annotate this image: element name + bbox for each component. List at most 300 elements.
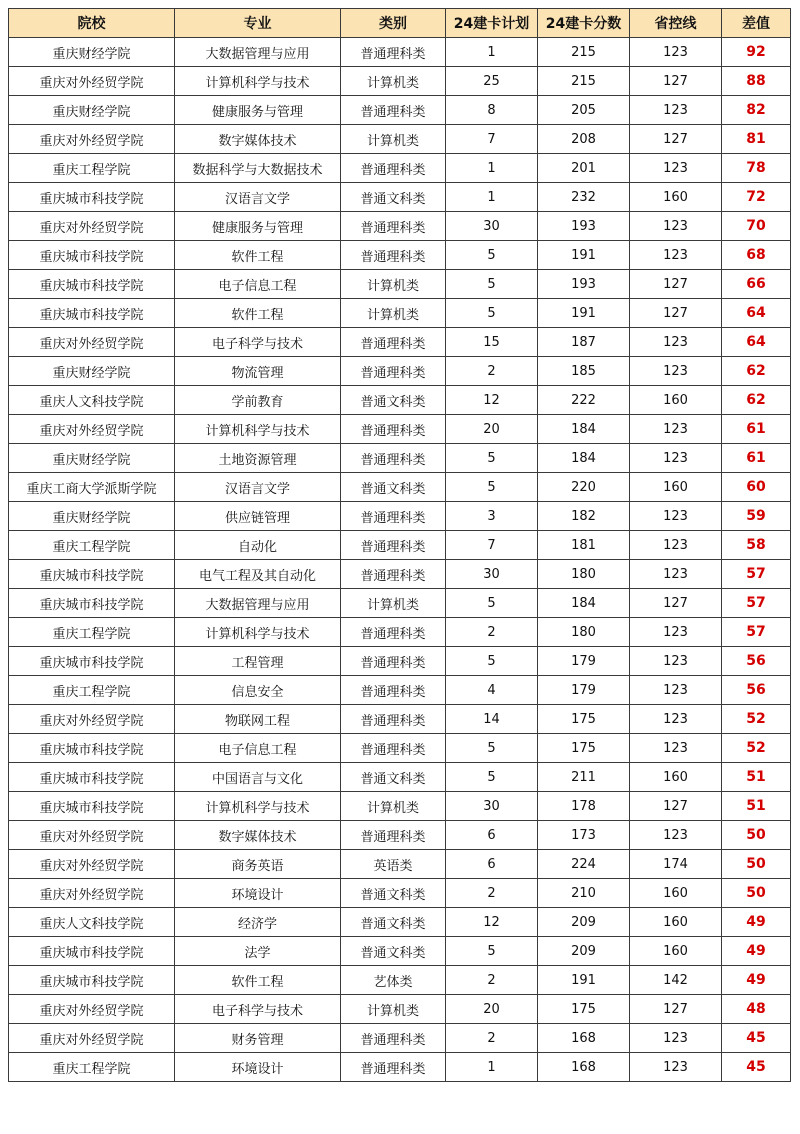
cell-score: 175 bbox=[538, 734, 630, 763]
cell-school: 重庆工程学院 bbox=[9, 531, 175, 560]
cell-plan: 30 bbox=[446, 560, 538, 589]
cell-control-line: 123 bbox=[630, 444, 722, 473]
cell-control-line: 123 bbox=[630, 96, 722, 125]
cell-category: 计算机类 bbox=[341, 995, 446, 1024]
cell-difference: 62 bbox=[722, 386, 791, 415]
cell-category: 普通理科类 bbox=[341, 357, 446, 386]
cell-school: 重庆对外经贸学院 bbox=[9, 995, 175, 1024]
cell-plan: 2 bbox=[446, 618, 538, 647]
cell-major: 商务英语 bbox=[175, 850, 341, 879]
cell-category: 普通理科类 bbox=[341, 1024, 446, 1053]
cell-difference: 48 bbox=[722, 995, 791, 1024]
cell-major: 软件工程 bbox=[175, 299, 341, 328]
cell-plan: 1 bbox=[446, 38, 538, 67]
table-row bbox=[9, 270, 791, 299]
header-major: 专业 bbox=[175, 9, 341, 38]
cell-school: 重庆城市科技学院 bbox=[9, 792, 175, 821]
cell-difference: 49 bbox=[722, 908, 791, 937]
cell-score: 178 bbox=[538, 792, 630, 821]
cell-control-line: 123 bbox=[630, 531, 722, 560]
cell-difference: 49 bbox=[722, 966, 791, 995]
table-row bbox=[9, 908, 791, 937]
cell-score: 232 bbox=[538, 183, 630, 212]
cell-plan: 7 bbox=[446, 125, 538, 154]
table-row bbox=[9, 676, 791, 705]
cell-school: 重庆工程学院 bbox=[9, 618, 175, 647]
table-row bbox=[9, 879, 791, 908]
cell-school: 重庆财经学院 bbox=[9, 96, 175, 125]
cell-difference: 78 bbox=[722, 154, 791, 183]
cell-score: 175 bbox=[538, 705, 630, 734]
cell-major: 法学 bbox=[175, 937, 341, 966]
cell-plan: 20 bbox=[446, 415, 538, 444]
cell-school: 重庆城市科技学院 bbox=[9, 270, 175, 299]
cell-control-line: 127 bbox=[630, 67, 722, 96]
cell-school: 重庆人文科技学院 bbox=[9, 386, 175, 415]
cell-school: 重庆财经学院 bbox=[9, 38, 175, 67]
cell-score: 180 bbox=[538, 618, 630, 647]
cell-difference: 56 bbox=[722, 647, 791, 676]
header-row bbox=[9, 9, 791, 38]
cell-plan: 12 bbox=[446, 908, 538, 937]
cell-score: 184 bbox=[538, 444, 630, 473]
cell-plan: 8 bbox=[446, 96, 538, 125]
cell-score: 191 bbox=[538, 299, 630, 328]
table-row bbox=[9, 792, 791, 821]
cell-school: 重庆城市科技学院 bbox=[9, 589, 175, 618]
table-row bbox=[9, 937, 791, 966]
cell-difference: 66 bbox=[722, 270, 791, 299]
cell-score: 211 bbox=[538, 763, 630, 792]
cell-control-line: 123 bbox=[630, 38, 722, 67]
cell-score: 175 bbox=[538, 995, 630, 1024]
cell-major: 数据科学与大数据技术 bbox=[175, 154, 341, 183]
table-body bbox=[9, 38, 791, 1082]
cell-control-line: 123 bbox=[630, 502, 722, 531]
table-row bbox=[9, 618, 791, 647]
cell-major: 工程管理 bbox=[175, 647, 341, 676]
cell-school: 重庆对外经贸学院 bbox=[9, 415, 175, 444]
cell-school: 重庆对外经贸学院 bbox=[9, 705, 175, 734]
cell-major: 汉语言文学 bbox=[175, 473, 341, 502]
cell-control-line: 142 bbox=[630, 966, 722, 995]
cell-major: 汉语言文学 bbox=[175, 183, 341, 212]
cell-school: 重庆财经学院 bbox=[9, 357, 175, 386]
cell-major: 大数据管理与应用 bbox=[175, 38, 341, 67]
cell-major: 大数据管理与应用 bbox=[175, 589, 341, 618]
cell-control-line: 127 bbox=[630, 792, 722, 821]
cell-major: 环境设计 bbox=[175, 879, 341, 908]
cell-control-line: 123 bbox=[630, 618, 722, 647]
cell-control-line: 123 bbox=[630, 1053, 722, 1082]
cell-score: 201 bbox=[538, 154, 630, 183]
cell-difference: 56 bbox=[722, 676, 791, 705]
cell-category: 普通理科类 bbox=[341, 38, 446, 67]
cell-major: 软件工程 bbox=[175, 241, 341, 270]
cell-score: 191 bbox=[538, 966, 630, 995]
cell-score: 193 bbox=[538, 270, 630, 299]
cell-difference: 50 bbox=[722, 879, 791, 908]
cell-score: 224 bbox=[538, 850, 630, 879]
cell-category: 计算机类 bbox=[341, 125, 446, 154]
cell-score: 209 bbox=[538, 937, 630, 966]
cell-difference: 64 bbox=[722, 328, 791, 357]
cell-major: 土地资源管理 bbox=[175, 444, 341, 473]
cell-category: 艺体类 bbox=[341, 966, 446, 995]
cell-category: 普通理科类 bbox=[341, 1053, 446, 1082]
cell-difference: 45 bbox=[722, 1053, 791, 1082]
cell-category: 普通文科类 bbox=[341, 473, 446, 502]
table-row bbox=[9, 995, 791, 1024]
cell-control-line: 160 bbox=[630, 908, 722, 937]
cell-major: 健康服务与管理 bbox=[175, 212, 341, 241]
table-row bbox=[9, 67, 791, 96]
cell-category: 普通文科类 bbox=[341, 879, 446, 908]
cell-score: 222 bbox=[538, 386, 630, 415]
cell-control-line: 123 bbox=[630, 734, 722, 763]
cell-control-line: 123 bbox=[630, 1024, 722, 1053]
cell-plan: 5 bbox=[446, 473, 538, 502]
cell-score: 168 bbox=[538, 1053, 630, 1082]
cell-score: 187 bbox=[538, 328, 630, 357]
cell-category: 普通理科类 bbox=[341, 96, 446, 125]
cell-score: 181 bbox=[538, 531, 630, 560]
header-score: 24建卡分数 bbox=[538, 9, 630, 38]
cell-category: 普通理科类 bbox=[341, 212, 446, 241]
cell-school: 重庆人文科技学院 bbox=[9, 908, 175, 937]
cell-plan: 30 bbox=[446, 212, 538, 241]
header-category: 类别 bbox=[341, 9, 446, 38]
cell-category: 普通理科类 bbox=[341, 734, 446, 763]
cell-category: 普通理科类 bbox=[341, 705, 446, 734]
cell-plan: 5 bbox=[446, 763, 538, 792]
cell-difference: 72 bbox=[722, 183, 791, 212]
cell-score: 185 bbox=[538, 357, 630, 386]
cell-control-line: 123 bbox=[630, 647, 722, 676]
cell-major: 电气工程及其自动化 bbox=[175, 560, 341, 589]
cell-difference: 51 bbox=[722, 763, 791, 792]
cell-plan: 30 bbox=[446, 792, 538, 821]
cell-control-line: 123 bbox=[630, 705, 722, 734]
cell-school: 重庆财经学院 bbox=[9, 502, 175, 531]
cell-difference: 64 bbox=[722, 299, 791, 328]
cell-major: 电子信息工程 bbox=[175, 734, 341, 763]
cell-school: 重庆对外经贸学院 bbox=[9, 850, 175, 879]
cell-difference: 88 bbox=[722, 67, 791, 96]
table-row bbox=[9, 357, 791, 386]
cell-major: 学前教育 bbox=[175, 386, 341, 415]
table-row bbox=[9, 850, 791, 879]
cell-school: 重庆对外经贸学院 bbox=[9, 821, 175, 850]
cell-school: 重庆对外经贸学院 bbox=[9, 1024, 175, 1053]
cell-major: 健康服务与管理 bbox=[175, 96, 341, 125]
cell-difference: 50 bbox=[722, 850, 791, 879]
cell-plan: 5 bbox=[446, 241, 538, 270]
table-row bbox=[9, 966, 791, 995]
cell-school: 重庆城市科技学院 bbox=[9, 183, 175, 212]
cell-major: 数字媒体技术 bbox=[175, 821, 341, 850]
cell-control-line: 123 bbox=[630, 154, 722, 183]
table-row bbox=[9, 560, 791, 589]
cell-school: 重庆城市科技学院 bbox=[9, 299, 175, 328]
cell-major: 中国语言与文化 bbox=[175, 763, 341, 792]
cell-school: 重庆城市科技学院 bbox=[9, 560, 175, 589]
cell-category: 普通文科类 bbox=[341, 183, 446, 212]
table-header bbox=[9, 9, 791, 38]
cell-school: 重庆对外经贸学院 bbox=[9, 879, 175, 908]
cell-school: 重庆财经学院 bbox=[9, 444, 175, 473]
cell-plan: 5 bbox=[446, 937, 538, 966]
cell-plan: 2 bbox=[446, 1024, 538, 1053]
cell-category: 普通文科类 bbox=[341, 908, 446, 937]
cell-score: 191 bbox=[538, 241, 630, 270]
cell-control-line: 123 bbox=[630, 212, 722, 241]
cell-major: 信息安全 bbox=[175, 676, 341, 705]
cell-plan: 1 bbox=[446, 154, 538, 183]
cell-major: 数字媒体技术 bbox=[175, 125, 341, 154]
table-row bbox=[9, 502, 791, 531]
cell-difference: 92 bbox=[722, 38, 791, 67]
cell-difference: 57 bbox=[722, 589, 791, 618]
table-row bbox=[9, 183, 791, 212]
table-row bbox=[9, 763, 791, 792]
cell-plan: 2 bbox=[446, 357, 538, 386]
cell-difference: 60 bbox=[722, 473, 791, 502]
cell-category: 计算机类 bbox=[341, 270, 446, 299]
cell-plan: 5 bbox=[446, 647, 538, 676]
cell-school: 重庆工程学院 bbox=[9, 676, 175, 705]
cell-difference: 59 bbox=[722, 502, 791, 531]
cell-major: 环境设计 bbox=[175, 1053, 341, 1082]
table-row bbox=[9, 531, 791, 560]
cell-plan: 5 bbox=[446, 589, 538, 618]
cell-major: 供应链管理 bbox=[175, 502, 341, 531]
cell-plan: 5 bbox=[446, 734, 538, 763]
cell-plan: 12 bbox=[446, 386, 538, 415]
cell-category: 普通理科类 bbox=[341, 415, 446, 444]
cell-control-line: 160 bbox=[630, 763, 722, 792]
cell-school: 重庆对外经贸学院 bbox=[9, 212, 175, 241]
cell-plan: 14 bbox=[446, 705, 538, 734]
cell-plan: 4 bbox=[446, 676, 538, 705]
table-row bbox=[9, 38, 791, 67]
cell-plan: 15 bbox=[446, 328, 538, 357]
cell-plan: 3 bbox=[446, 502, 538, 531]
cell-score: 215 bbox=[538, 67, 630, 96]
cell-category: 计算机类 bbox=[341, 589, 446, 618]
cell-plan: 5 bbox=[446, 444, 538, 473]
cell-score: 209 bbox=[538, 908, 630, 937]
cell-score: 205 bbox=[538, 96, 630, 125]
cell-score: 210 bbox=[538, 879, 630, 908]
cell-school: 重庆城市科技学院 bbox=[9, 763, 175, 792]
cell-control-line: 127 bbox=[630, 270, 722, 299]
cell-difference: 50 bbox=[722, 821, 791, 850]
cell-category: 普通理科类 bbox=[341, 647, 446, 676]
table-row bbox=[9, 589, 791, 618]
table-row bbox=[9, 1024, 791, 1053]
cell-score: 208 bbox=[538, 125, 630, 154]
cell-control-line: 160 bbox=[630, 183, 722, 212]
cell-plan: 6 bbox=[446, 821, 538, 850]
cell-score: 182 bbox=[538, 502, 630, 531]
cell-difference: 49 bbox=[722, 937, 791, 966]
table-row bbox=[9, 647, 791, 676]
cell-school: 重庆工程学院 bbox=[9, 154, 175, 183]
cell-difference: 61 bbox=[722, 415, 791, 444]
cell-control-line: 160 bbox=[630, 386, 722, 415]
cell-plan: 1 bbox=[446, 183, 538, 212]
cell-score: 179 bbox=[538, 647, 630, 676]
cell-major: 计算机科学与技术 bbox=[175, 415, 341, 444]
cell-school: 重庆工商大学派斯学院 bbox=[9, 473, 175, 502]
cell-score: 193 bbox=[538, 212, 630, 241]
table-row bbox=[9, 96, 791, 125]
cell-category: 普通理科类 bbox=[341, 821, 446, 850]
cell-category: 普通理科类 bbox=[341, 560, 446, 589]
table-row bbox=[9, 386, 791, 415]
cell-control-line: 123 bbox=[630, 328, 722, 357]
cell-difference: 57 bbox=[722, 560, 791, 589]
cell-category: 普通理科类 bbox=[341, 154, 446, 183]
cell-category: 普通文科类 bbox=[341, 937, 446, 966]
table-row bbox=[9, 444, 791, 473]
cell-score: 220 bbox=[538, 473, 630, 502]
cell-major: 计算机科学与技术 bbox=[175, 792, 341, 821]
cell-plan: 2 bbox=[446, 879, 538, 908]
table-row bbox=[9, 415, 791, 444]
table-row bbox=[9, 212, 791, 241]
table-row bbox=[9, 821, 791, 850]
cell-category: 计算机类 bbox=[341, 792, 446, 821]
header-school: 院校 bbox=[9, 9, 175, 38]
cell-plan: 5 bbox=[446, 270, 538, 299]
cell-score: 173 bbox=[538, 821, 630, 850]
cell-category: 普通理科类 bbox=[341, 531, 446, 560]
cell-category: 普通理科类 bbox=[341, 502, 446, 531]
cell-school: 重庆工程学院 bbox=[9, 1053, 175, 1082]
cell-plan: 6 bbox=[446, 850, 538, 879]
cell-school: 重庆城市科技学院 bbox=[9, 966, 175, 995]
cell-plan: 1 bbox=[446, 1053, 538, 1082]
cell-category: 普通文科类 bbox=[341, 763, 446, 792]
cell-control-line: 123 bbox=[630, 560, 722, 589]
cell-major: 计算机科学与技术 bbox=[175, 67, 341, 96]
cell-difference: 82 bbox=[722, 96, 791, 125]
cell-control-line: 123 bbox=[630, 241, 722, 270]
cell-major: 财务管理 bbox=[175, 1024, 341, 1053]
cell-difference: 70 bbox=[722, 212, 791, 241]
cell-plan: 7 bbox=[446, 531, 538, 560]
cell-category: 普通文科类 bbox=[341, 386, 446, 415]
cell-category: 计算机类 bbox=[341, 299, 446, 328]
table-row bbox=[9, 154, 791, 183]
cell-major: 经济学 bbox=[175, 908, 341, 937]
cell-major: 计算机科学与技术 bbox=[175, 618, 341, 647]
cell-school: 重庆城市科技学院 bbox=[9, 734, 175, 763]
cell-school: 重庆对外经贸学院 bbox=[9, 67, 175, 96]
cell-plan: 5 bbox=[446, 299, 538, 328]
table-row bbox=[9, 299, 791, 328]
cell-control-line: 127 bbox=[630, 995, 722, 1024]
table-container bbox=[8, 8, 791, 1082]
cell-major: 物流管理 bbox=[175, 357, 341, 386]
cell-score: 180 bbox=[538, 560, 630, 589]
cell-control-line: 127 bbox=[630, 299, 722, 328]
cell-plan: 20 bbox=[446, 995, 538, 1024]
cell-control-line: 160 bbox=[630, 937, 722, 966]
cell-control-line: 174 bbox=[630, 850, 722, 879]
cell-major: 电子信息工程 bbox=[175, 270, 341, 299]
cell-school: 重庆对外经贸学院 bbox=[9, 328, 175, 357]
cell-control-line: 123 bbox=[630, 357, 722, 386]
cell-major: 电子科学与技术 bbox=[175, 328, 341, 357]
cell-difference: 45 bbox=[722, 1024, 791, 1053]
cell-control-line: 127 bbox=[630, 125, 722, 154]
cell-control-line: 160 bbox=[630, 879, 722, 908]
header-difference: 差值 bbox=[722, 9, 791, 38]
cell-school: 重庆城市科技学院 bbox=[9, 241, 175, 270]
cell-plan: 25 bbox=[446, 67, 538, 96]
admission-table bbox=[8, 8, 791, 1082]
cell-major: 物联网工程 bbox=[175, 705, 341, 734]
table-row bbox=[9, 241, 791, 270]
table-row bbox=[9, 473, 791, 502]
table-row bbox=[9, 705, 791, 734]
cell-score: 215 bbox=[538, 38, 630, 67]
cell-difference: 52 bbox=[722, 734, 791, 763]
cell-category: 英语类 bbox=[341, 850, 446, 879]
cell-score: 184 bbox=[538, 589, 630, 618]
cell-category: 计算机类 bbox=[341, 67, 446, 96]
cell-control-line: 123 bbox=[630, 821, 722, 850]
cell-category: 普通理科类 bbox=[341, 618, 446, 647]
cell-difference: 58 bbox=[722, 531, 791, 560]
cell-difference: 81 bbox=[722, 125, 791, 154]
cell-difference: 57 bbox=[722, 618, 791, 647]
cell-school: 重庆对外经贸学院 bbox=[9, 125, 175, 154]
cell-difference: 61 bbox=[722, 444, 791, 473]
cell-difference: 52 bbox=[722, 705, 791, 734]
cell-difference: 68 bbox=[722, 241, 791, 270]
header-plan: 24建卡计划 bbox=[446, 9, 538, 38]
cell-control-line: 123 bbox=[630, 676, 722, 705]
cell-control-line: 127 bbox=[630, 589, 722, 618]
cell-school: 重庆城市科技学院 bbox=[9, 937, 175, 966]
cell-category: 普通理科类 bbox=[341, 241, 446, 270]
cell-score: 168 bbox=[538, 1024, 630, 1053]
table-row bbox=[9, 1053, 791, 1082]
cell-school: 重庆城市科技学院 bbox=[9, 647, 175, 676]
cell-difference: 62 bbox=[722, 357, 791, 386]
cell-major: 电子科学与技术 bbox=[175, 995, 341, 1024]
cell-category: 普通理科类 bbox=[341, 676, 446, 705]
cell-plan: 2 bbox=[446, 966, 538, 995]
cell-major: 自动化 bbox=[175, 531, 341, 560]
table-row bbox=[9, 734, 791, 763]
cell-category: 普通理科类 bbox=[341, 444, 446, 473]
table-row bbox=[9, 328, 791, 357]
cell-major: 软件工程 bbox=[175, 966, 341, 995]
cell-score: 179 bbox=[538, 676, 630, 705]
cell-score: 184 bbox=[538, 415, 630, 444]
cell-control-line: 160 bbox=[630, 473, 722, 502]
cell-difference: 51 bbox=[722, 792, 791, 821]
cell-control-line: 123 bbox=[630, 415, 722, 444]
table-row bbox=[9, 125, 791, 154]
header-control-line: 省控线 bbox=[630, 9, 722, 38]
cell-category: 普通理科类 bbox=[341, 328, 446, 357]
